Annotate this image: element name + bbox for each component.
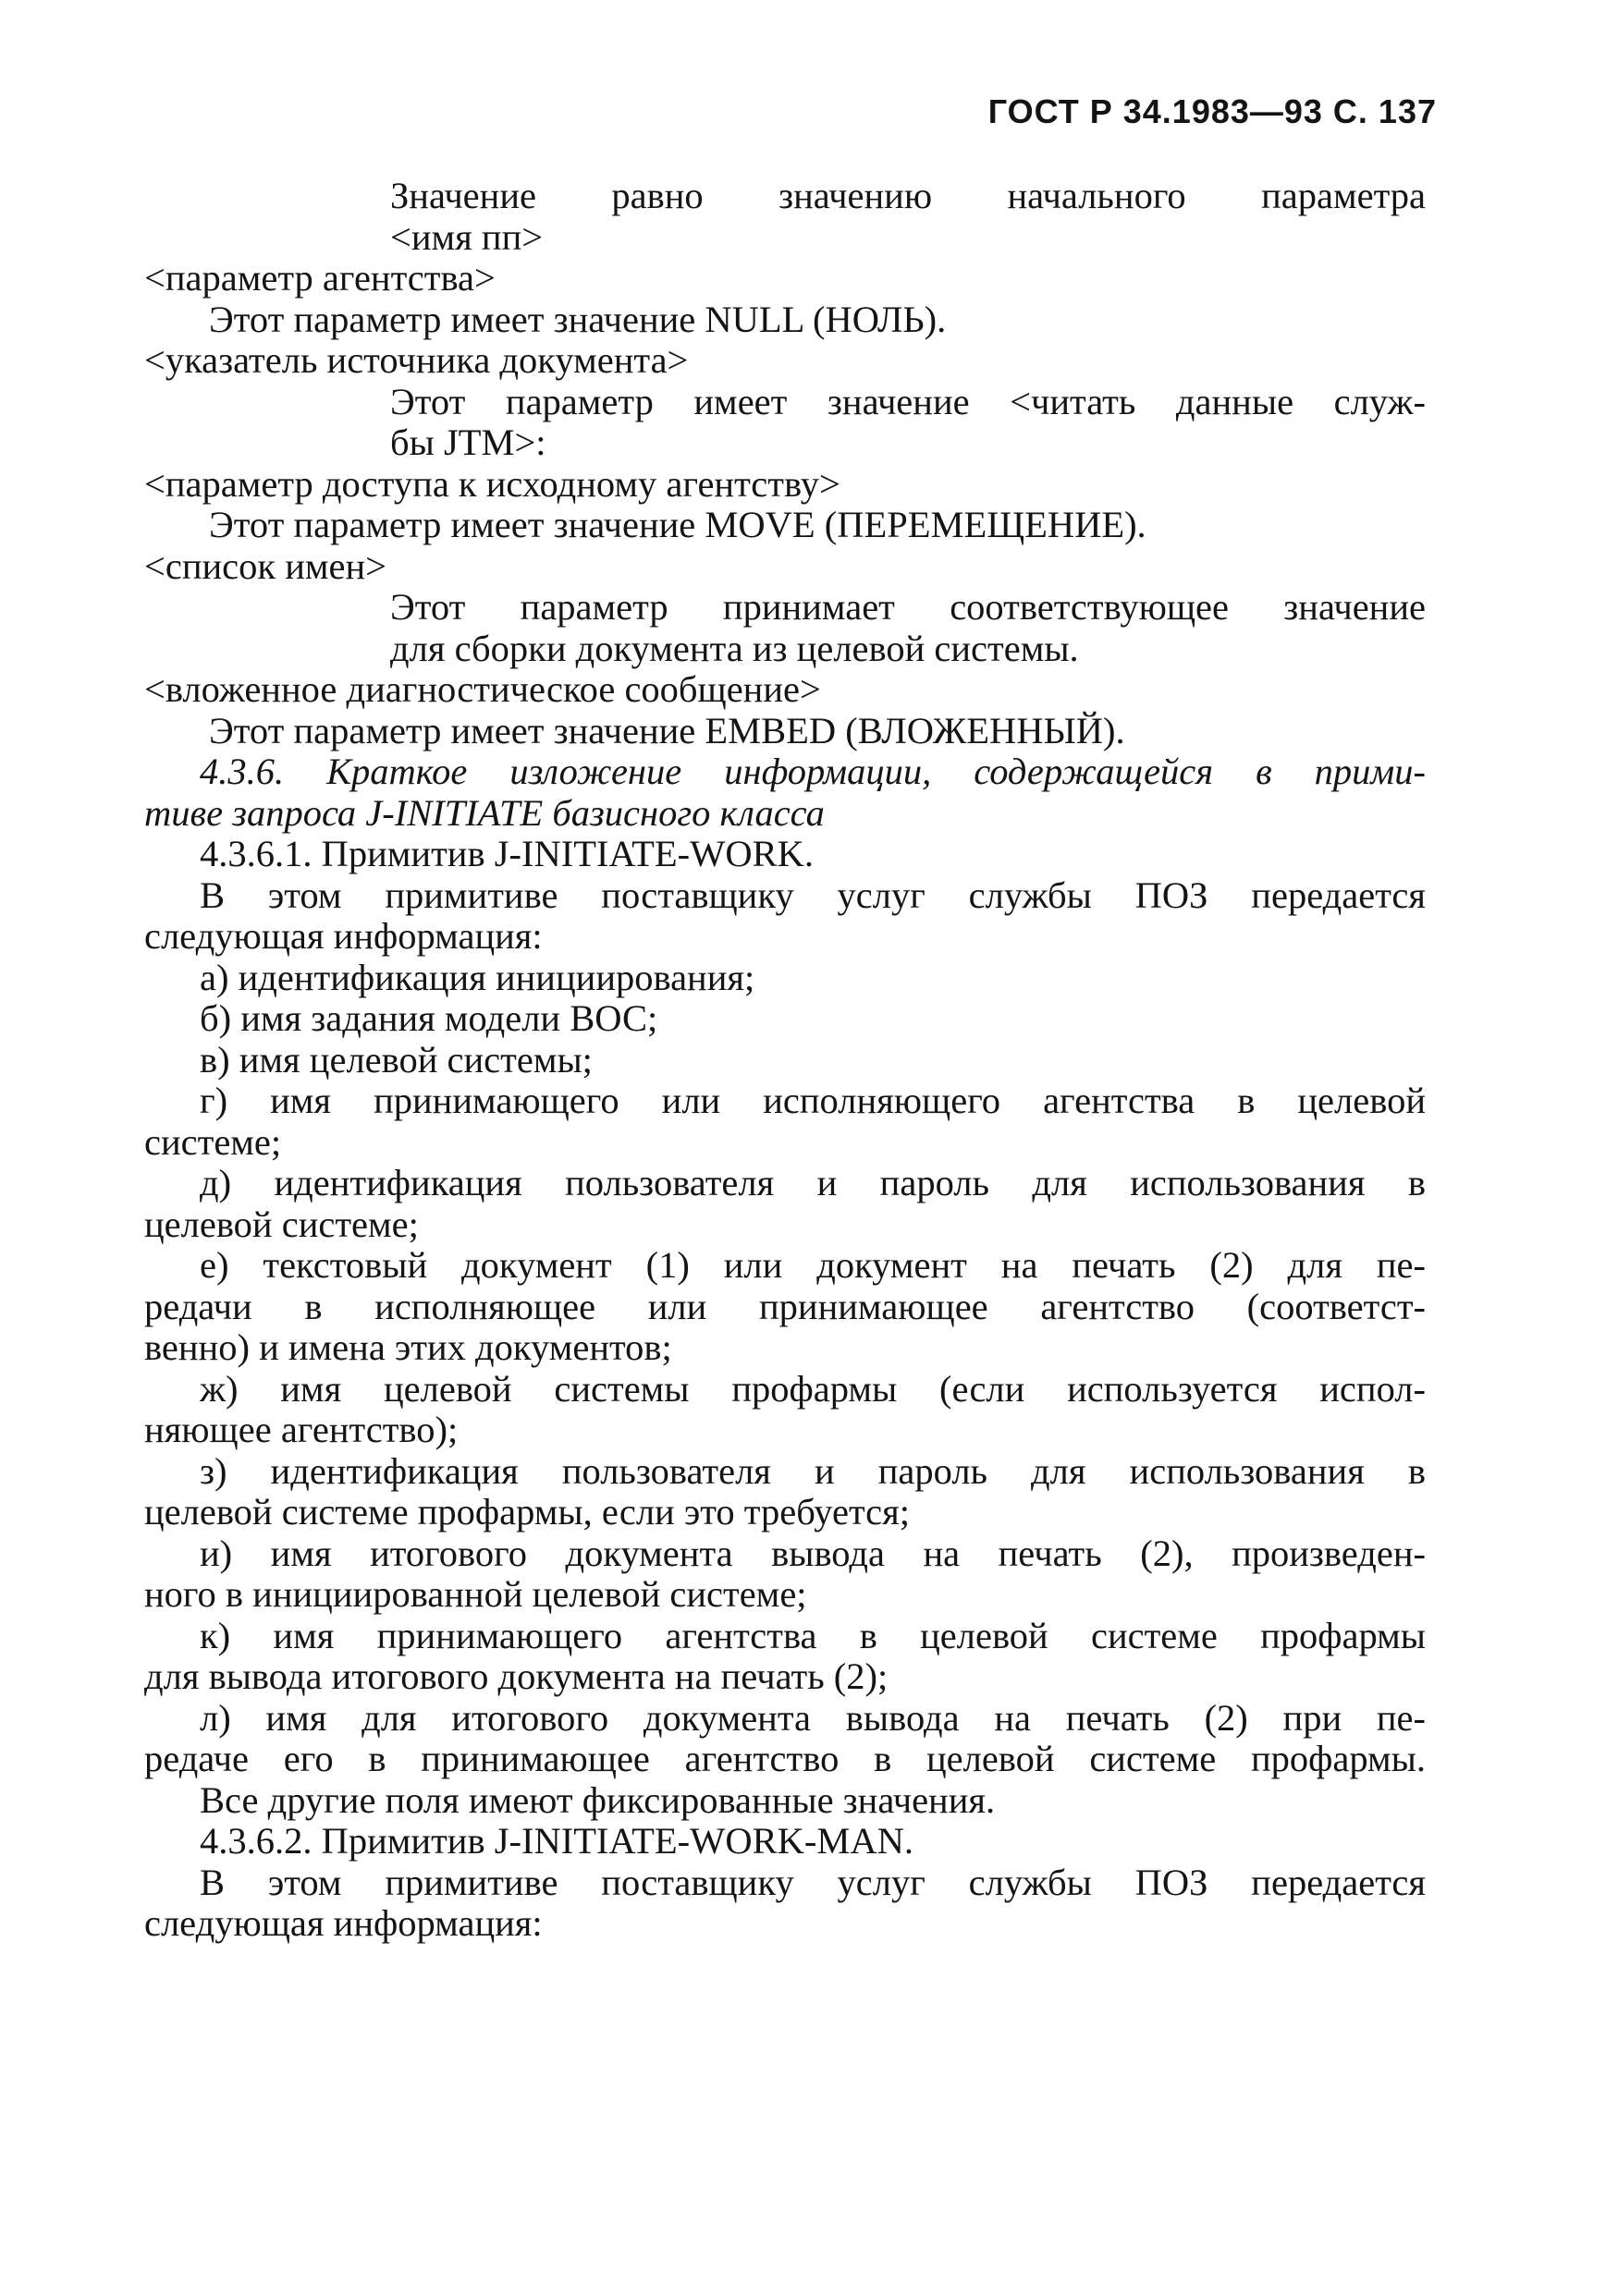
text-line: <параметр агентства> [144,257,496,299]
text-line: В этом примитиве поставщику услуг службы ПОЗ передается [200,873,1426,916]
list-item: в) имя целевой системы; [200,1038,593,1081]
text-line: целевой системе; [144,1203,419,1245]
text-line: Этот параметр имеет значение EMBED (ВЛОЖЕННЫЙ). [209,709,1125,751]
text-line: Все другие поля имеют фиксированные значения. [200,1778,996,1821]
section-heading: 4.3.6. Краткое изложение информации, содержащейся в прими- [200,751,1426,792]
text-line: <вложенное диагностическое сообщение> [144,668,821,710]
list-item: л) имя для итогового документа вывода на печать (2) при пе- [200,1696,1426,1739]
text-line: редаче его в принимающее агентство в целевой системе профармы. [144,1738,1426,1779]
text-line: редачи в исполняющее или принимающее агентство (соответст- [144,1285,1426,1327]
list-item: а) идентификация инициирования; [200,956,755,998]
list-item: к) имя принимающего агентства в целевой системе профармы [200,1614,1426,1656]
text-line: венно) и имена этих документов; [144,1326,672,1368]
text-line: целевой системе профармы, если это требуется; [144,1491,910,1533]
text-line: В этом примитиве поставщику услуг службы ПОЗ передается [200,1861,1426,1903]
list-item: д) идентификация пользователя и пароль для использования в [200,1162,1426,1203]
text-line: Значение равно значению начального параметра [390,175,1426,216]
text-line: Этот параметр имеет значение <читать данные служ- [390,380,1426,422]
text-line: <указатель источника документа> [144,339,689,381]
text-line: Этот параметр имеет значение MOVE (ПЕРЕМЕЩЕНИЕ). [209,504,1146,545]
text-line: Этот параметр имеет значение NULL (НОЛЬ). [209,298,947,340]
list-item: и) имя итогового документа вывода на печать (2), произведен- [200,1532,1426,1574]
page-body [144,176,1426,1945]
list-item: е) текстовый документ (1) или документ на печать (2) для пе- [200,1244,1426,1286]
list-item: б) имя задания модели ВОС; [200,997,658,1039]
subsection-heading: 4.3.6.2. Примитив J-INITIATE-WORK-MAN. [200,1820,913,1862]
text-line: бы JTM>: [390,421,546,463]
text-line: для сборки документа из целевой системы. [390,627,1079,669]
text-line: следующая информация: [144,915,543,957]
text-line: <имя пп> [390,215,544,258]
text-line: ного в инициированной целевой системе; [144,1573,807,1615]
subsection-heading: 4.3.6.1. Примитив J-INITIATE-WORK. [200,833,814,874]
list-item: ж) имя целевой системы профармы (если используется испол- [200,1367,1426,1410]
page-header: ГОСТ Р 34.1983—93 С. 137 [987,92,1437,130]
list-item: з) идентификация пользователя и пароль для использования в [200,1449,1426,1492]
text-line: следующая информация: [144,1902,543,1944]
list-item: г) имя принимающего или исполняющего агентства в целевой [200,1080,1426,1121]
text-line: Этот параметр принимает соответствующее значение [390,586,1426,628]
text-line: системе; [144,1120,282,1163]
text-line: для вывода итогового документа на печать (2); [144,1655,889,1697]
text-line: <список имен> [144,544,386,587]
section-heading: тиве запроса J-INITIATE базисного класса [144,791,825,834]
text-line: няющее агентство); [144,1409,459,1450]
text-line: <параметр доступа к исходному агентству> [144,462,840,505]
